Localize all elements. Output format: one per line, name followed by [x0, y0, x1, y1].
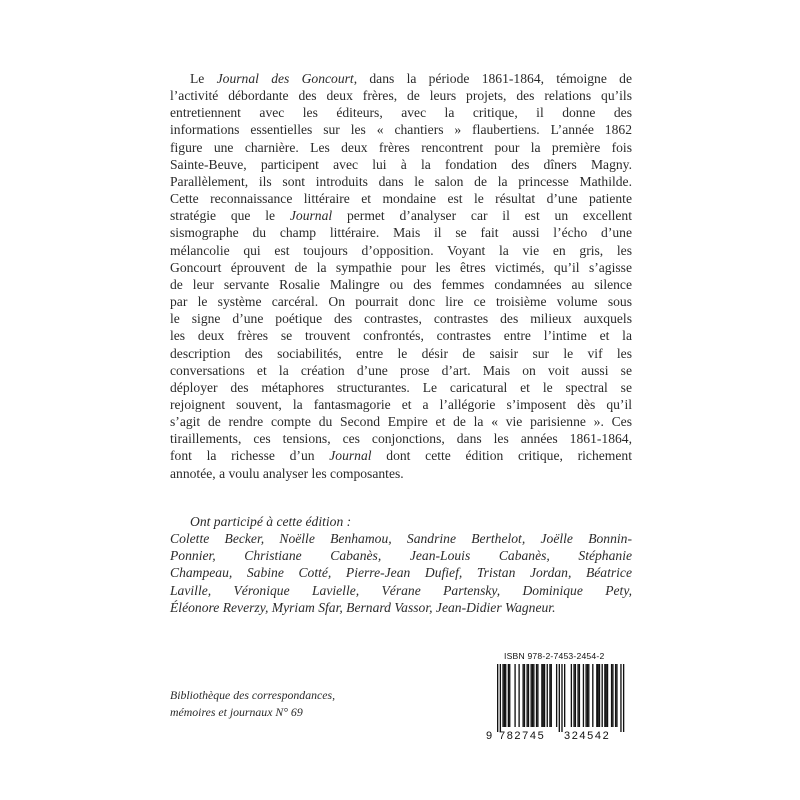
ean-first-digit: 9 — [486, 730, 493, 742]
contributors-block — [170, 513, 632, 616]
barcode-bar — [500, 664, 501, 732]
contributors-line: Éléonore Reverzy, Myriam Sfar, Bernard Vassor, Jean-Didier Wagneur. — [170, 599, 556, 615]
summary-text-segment: permet d’analyser car il est un excellent — [332, 208, 632, 224]
barcode-bar — [502, 664, 503, 727]
barcode-bar — [518, 664, 519, 727]
barcode-bar — [547, 664, 548, 727]
summary-line — [170, 70, 632, 87]
barcode-bar — [585, 664, 586, 727]
contributors-line: Ponnier, Christiane Cabanès, Jean-Louis Cabanès, Stéphanie — [170, 548, 632, 564]
summary-line: par le système carcéral. On pourrait donc lire ce troisième volume sous — [170, 294, 632, 310]
barcode-bar — [577, 664, 578, 727]
summary-line: Cette reconnaissance littéraire et mondaine est le résultat d’une patiente — [170, 191, 632, 207]
barcode-bar — [504, 664, 505, 727]
barcode-bar — [620, 664, 621, 732]
contributors-heading: Ont participé à cette édition : — [190, 514, 352, 529]
summary-line: Parallèlement, ils sont introduits dans le salon de la princesse Mathilde. — [170, 173, 632, 189]
summary-line — [170, 447, 632, 464]
barcode-bar — [602, 664, 603, 727]
summary-text-segment: font la richesse d’un — [170, 448, 330, 464]
summary-line: informations essentielles sur les « chantiers » flaubertiens. L’année 1862 — [170, 122, 632, 138]
barcode-bar — [532, 664, 533, 727]
summary-line: Goncourt éprouvent de la sympathie pour les êtres victimés, qu’il s’agisse — [170, 259, 632, 275]
summary-line: figure une charnière. Les deux frères rencontrent pour la première fois — [170, 139, 632, 155]
summary-line: l’activité débordante des deux frères, de leurs projets, des relations qu’ils — [170, 88, 632, 104]
barcode-bar — [536, 664, 537, 727]
barcode-bar — [549, 664, 550, 727]
summary-line: de leur servante Rosalie Malingre ou des femmes condamnées au silence — [170, 276, 632, 292]
isbn-label: ISBN 978-2-7453-2454-2 — [504, 651, 605, 661]
series-line-2: mémoires et journaux N° 69 — [170, 705, 303, 719]
barcode-bar — [573, 664, 574, 727]
summary-line: sismographe du champ littéraire. Mais il se fait aussi l’écho d’une — [170, 225, 632, 241]
summary-line: entretiennent avec les éditeurs, avec la critique, il donne des — [170, 105, 632, 121]
barcode-bar — [497, 664, 498, 732]
barcode-bar — [551, 664, 552, 727]
barcode-bar — [528, 664, 529, 727]
barcode-bar — [561, 664, 562, 732]
barcode-bar — [571, 664, 572, 727]
barcode-bar — [526, 664, 527, 727]
series-note — [170, 687, 470, 721]
barcode-bar — [509, 664, 510, 727]
barcode-bar — [575, 664, 576, 727]
summary-line: tiraillements, ces tensions, ces conjonctions, dans les années 1861-1864, — [170, 431, 632, 447]
barcode-bar — [612, 664, 613, 727]
summary-line — [170, 207, 632, 224]
barcode-bar — [514, 664, 515, 727]
summary-text-segment: stratégie que le — [170, 208, 290, 224]
summary-line: Sainte-Beuve, participent avec lui à la fondation des dîners Magny. — [170, 156, 632, 172]
summary-text-segment: dont cette édition critique, richement — [371, 448, 632, 464]
barcode-bar — [505, 664, 506, 727]
barcode-bar — [616, 664, 617, 727]
summary-line: conversations et la création d’une prose d’art. Mais on voit aussi se — [170, 362, 632, 378]
barcode-bar — [615, 664, 616, 727]
barcode-bar — [533, 664, 534, 727]
barcode-bar — [541, 664, 542, 727]
summary-text-segment: Le — [190, 71, 217, 86]
barcode-bar — [537, 664, 538, 727]
barcode-bar — [607, 664, 608, 727]
journal-title-italic: Journal — [289, 208, 333, 224]
isbn-barcode — [486, 651, 632, 743]
barcode-bar — [599, 664, 600, 727]
barcode-bar — [604, 664, 605, 727]
barcode-bar — [556, 664, 557, 727]
summary-line: les deux frères se trouvent confrontés, contrastes entre l’intime et la — [170, 328, 632, 344]
barcode-bar — [596, 664, 597, 727]
ean-left-digits: 782745 — [499, 730, 546, 742]
journal-title-italic: Journal des Goncourt — [216, 71, 354, 86]
summary-text-segment: , dans la période 1861-1864, témoigne de — [353, 71, 632, 86]
barcode-bar — [587, 664, 588, 727]
summary-line: mélancolie qui est toujours d’opposition. Voyant la vie en gris, les — [170, 242, 632, 258]
barcode-bar — [592, 664, 593, 727]
barcode-bars — [486, 664, 632, 732]
barcode-bar — [531, 664, 532, 727]
summary-line: s’agit de rendre compte du Second Empire et de la « vie parisienne ». Ces — [170, 414, 632, 430]
barcode-bar — [623, 664, 624, 732]
barcode-bar — [611, 664, 612, 727]
barcode-bar — [522, 664, 523, 727]
barcode-bar — [543, 664, 544, 727]
barcode-bar — [583, 664, 584, 727]
summary-text — [170, 70, 632, 482]
barcode-bar — [559, 664, 560, 732]
barcode-bar — [544, 664, 545, 727]
summary-line: annotée, a voulu analyser les composantes. — [170, 465, 404, 481]
barcode-bar — [579, 664, 580, 727]
contributors-line: Laville, Véronique Lavielle, Vérane Partensky, Dominique Pety, — [170, 582, 632, 598]
barcode-bar — [508, 664, 509, 727]
summary-line: description des sociabilités, entre le désir de saisir sur le vif les — [170, 345, 632, 361]
summary-line: le signe d’une poétique des contrastes, contrastes des milieux auxquels — [170, 311, 632, 327]
ean-right-digits: 324542 — [564, 730, 611, 742]
barcode-bar — [588, 664, 589, 727]
barcode-bar — [564, 664, 565, 727]
contributors-line: Champeau, Sabine Cotté, Pierre-Jean Dufief, Tristan Jordan, Béatrice — [170, 565, 632, 581]
series-line-1: Bibliothèque des correspondances, — [170, 688, 336, 702]
barcode-bar — [606, 664, 607, 727]
barcode-bar — [598, 664, 599, 727]
summary-line: rejoignent souvent, la fantasmagorie et a l’allégorie s’imposent dès qu’il — [170, 396, 632, 412]
journal-title-italic: Journal — [329, 448, 372, 464]
barcode-bar — [524, 664, 525, 727]
contributors-line: Colette Becker, Noëlle Benhamou, Sandrine Berthelot, Joëlle Bonnin- — [170, 531, 632, 547]
summary-line: déployer des métaphores structurantes. Le caricatural et le spectral se — [170, 379, 632, 395]
